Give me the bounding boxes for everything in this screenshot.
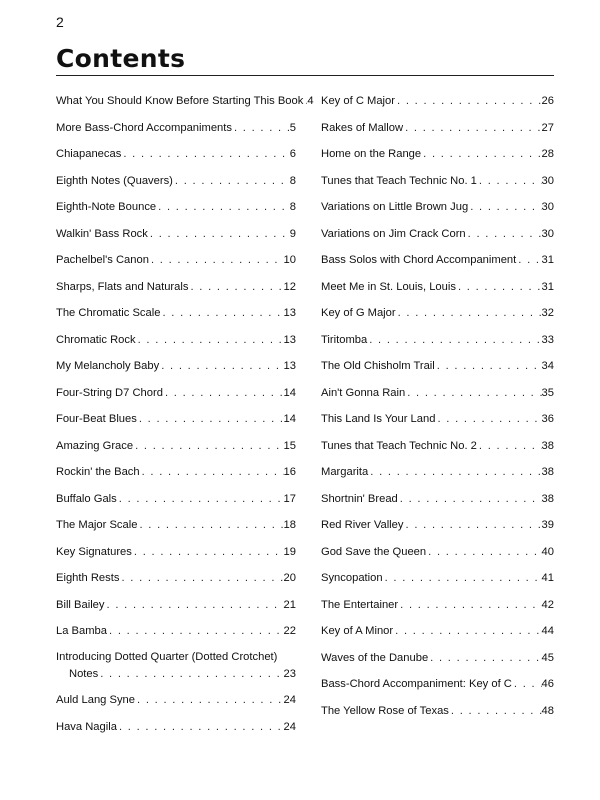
toc-leader-dots [133, 440, 283, 453]
toc-leader-dots [159, 360, 283, 373]
toc-entry[interactable] [56, 92, 314, 108]
toc-entry[interactable] [56, 225, 296, 241]
toc-leader-dots [393, 625, 541, 638]
toc-entry-title: Meet Me in St. Louis, Louis [321, 280, 456, 293]
toc-leader-dots [449, 705, 542, 718]
toc-page-number: 8 [289, 201, 296, 213]
toc-entry-title: Rockin' the Bach [56, 466, 140, 478]
toc-page-number: 30 [541, 227, 554, 240]
toc-page-number: 39 [541, 519, 554, 531]
toc-entry[interactable] [56, 198, 296, 214]
toc-leader-dots [516, 254, 541, 267]
toc-entry-title: Chiapanecas [56, 148, 122, 160]
toc-page-number: 21 [283, 598, 296, 611]
page-number: 2 [56, 14, 64, 30]
toc-leader-dots [398, 493, 542, 506]
toc-leader-dots [156, 201, 290, 214]
toc-entry[interactable] [321, 490, 554, 506]
toc-page-number: 26 [541, 95, 554, 107]
toc-leader-dots [173, 175, 290, 188]
toc-entry[interactable] [321, 437, 554, 453]
toc-leader-dots [137, 413, 284, 426]
toc-page-number: 35 [541, 386, 554, 399]
toc-page-number: 30 [541, 174, 554, 187]
toc-entry-title: Pachelbel's Canon [56, 254, 149, 266]
toc-entry[interactable] [56, 384, 296, 400]
toc-entry-title: Four-Beat Blues [56, 413, 137, 425]
title-rule [56, 75, 554, 76]
toc-entry[interactable] [56, 649, 296, 681]
toc-entry-title: Waves of the Danube [321, 651, 429, 664]
toc-entry-title: Sharps, Flats and Naturals [56, 280, 189, 293]
toc-entry-title: My Melancholy Baby [56, 360, 160, 372]
toc-page-number: 38 [541, 492, 554, 505]
toc-page-number: 42 [541, 598, 554, 611]
toc-entry[interactable] [56, 172, 296, 188]
toc-page-number: 17 [283, 492, 296, 505]
toc-entry[interactable] [321, 410, 554, 426]
toc-leader-dots [140, 466, 284, 479]
toc-leader-dots [232, 122, 290, 135]
toc-page-number: 19 [283, 545, 296, 558]
toc-entry[interactable] [56, 691, 296, 707]
toc-leader-dots [105, 599, 284, 612]
toc-entry-title: Ain't Gonna Rain [321, 386, 406, 399]
toc-page-number: 14 [283, 413, 296, 425]
toc-leader-dots [477, 440, 542, 453]
toc-page-number: 31 [541, 254, 554, 266]
toc-entry[interactable] [56, 516, 296, 532]
toc-entry[interactable] [321, 304, 554, 320]
toc-entry[interactable] [321, 225, 554, 241]
toc-entry[interactable] [321, 331, 554, 347]
toc-leader-dots [119, 572, 283, 585]
toc-entry-title: Key of A Minor [321, 625, 394, 637]
toc-leader-dots [435, 413, 541, 426]
toc-leader-dots [136, 334, 284, 347]
toc-leader-dots [426, 546, 541, 559]
toc-entry[interactable] [321, 278, 554, 294]
toc-entry[interactable] [321, 119, 554, 135]
toc-entry[interactable] [56, 251, 296, 267]
toc-entry-title: Eighth Rests [56, 572, 120, 584]
toc-entry[interactable] [321, 198, 554, 214]
toc-page-number: 31 [541, 280, 554, 293]
toc-page-number: 44 [541, 625, 554, 637]
toc-entry-title: The Entertainer [321, 598, 399, 611]
toc-entry-title: The Chromatic Scale [56, 307, 161, 319]
toc-page-number: 38 [541, 439, 554, 452]
toc-entry-title: Rakes of Mallow [321, 121, 404, 134]
toc-leader-dots [383, 572, 542, 585]
toc-page-number: 40 [541, 545, 554, 558]
toc-page-number: 13 [283, 360, 296, 372]
toc-entry-title: Auld Lang Syne [56, 694, 135, 706]
toc-entry[interactable] [321, 675, 554, 691]
toc-entry[interactable] [56, 357, 296, 373]
toc-page-number: 45 [541, 651, 554, 664]
toc-entry-title: God Save the Queen [321, 545, 427, 558]
toc-entry[interactable] [321, 622, 554, 638]
toc-entry-title: Key Signatures [56, 545, 132, 558]
toc-entry[interactable] [321, 702, 554, 718]
toc-entry[interactable] [56, 278, 296, 294]
toc-page-number: 13 [283, 333, 296, 346]
toc-leader-dots [395, 95, 542, 108]
toc-entry-title: This Land Is Your Land [321, 413, 436, 425]
toc-entry[interactable] [321, 145, 554, 161]
toc-page-number: 5 [289, 121, 296, 134]
toc-leader-dots [160, 307, 283, 320]
toc-leader-dots [117, 721, 284, 734]
toc-leader-dots [121, 148, 289, 161]
toc-left-column [56, 92, 314, 744]
toc-page-number: 28 [541, 148, 554, 160]
toc-page-number: 6 [289, 148, 296, 160]
toc-leader-dots [466, 228, 542, 241]
toc-entry-title-cont: Notes [69, 667, 99, 680]
toc-entry[interactable] [321, 596, 554, 612]
toc-leader-dots [435, 360, 542, 373]
toc-leader-dots [107, 625, 284, 638]
toc-page-number: 18 [283, 519, 296, 531]
toc-page-number: 15 [283, 439, 296, 452]
toc-entry[interactable] [321, 92, 554, 108]
toc-leader-dots [477, 175, 542, 188]
toc-entry-title: Chromatic Rock [56, 333, 136, 346]
toc-entry-title: Four-String D7 Chord [56, 386, 163, 399]
toc-entry-title: Variations on Little Brown Jug [321, 201, 469, 213]
toc-leader-dots [421, 148, 541, 161]
toc-entry-title: The Major Scale [56, 519, 138, 531]
toc-entry[interactable] [321, 384, 554, 400]
toc-entry[interactable] [56, 437, 296, 453]
toc-page-number: 36 [541, 413, 554, 425]
toc-leader-dots [148, 228, 290, 241]
toc-entry-title: Bill Bailey [56, 598, 105, 611]
toc-leader-dots [403, 122, 541, 135]
toc-entry-title: La Bamba [56, 625, 107, 637]
toc-entry-title: Bass Solos with Chord Accompaniment [321, 254, 517, 266]
toc-leader-dots [512, 678, 542, 691]
toc-entry-title: Syncopation [321, 572, 383, 584]
toc-entry-title: Buffalo Gals [56, 492, 117, 505]
toc-entry-title: What You Should Know Before Starting This Book [56, 95, 304, 107]
toc-entry[interactable] [56, 304, 296, 320]
toc-leader-dots [398, 599, 541, 612]
toc-entry-title: Hava Nagila [56, 720, 117, 733]
toc-entry-title: Tiritomba [321, 333, 368, 346]
toc-entry[interactable] [321, 172, 554, 188]
toc-entry-title: Introducing Dotted Quarter (Dotted Crotchet) [56, 650, 278, 663]
toc-page-number: 24 [283, 694, 296, 706]
toc-entry-title: Walkin' Bass Rock [56, 227, 148, 240]
toc-entry[interactable] [321, 649, 554, 665]
toc-entry-title: Key of C Major [321, 95, 395, 107]
toc-entry[interactable] [321, 251, 554, 267]
toc-leader-dots [456, 281, 542, 294]
toc-page-number: 9 [289, 227, 296, 240]
toc-entry[interactable] [56, 145, 296, 161]
toc-entry[interactable] [56, 622, 296, 638]
toc-leader-dots [368, 466, 541, 479]
toc-entry-continuation [56, 665, 296, 681]
toc-page-number: 46 [541, 678, 554, 690]
toc-entry[interactable] [321, 357, 554, 373]
toc-entry-title: Key of G Major [321, 307, 396, 319]
toc-page-number: 23 [283, 667, 296, 680]
page-title: Contents [56, 44, 186, 73]
toc-leader-dots [405, 387, 541, 400]
toc-page-number: 41 [541, 572, 554, 584]
toc-entry[interactable] [321, 569, 554, 585]
toc-entry[interactable] [56, 490, 296, 506]
toc-right-column [321, 92, 554, 728]
toc-page-number: 33 [541, 333, 554, 346]
toc-entry-title: Variations on Jim Crack Corn [321, 227, 466, 240]
toc-entry[interactable] [56, 463, 296, 479]
toc-page-number: 24 [283, 720, 296, 733]
toc-leader-dots [428, 652, 541, 665]
toc-page-number: 30 [541, 201, 554, 213]
toc-entry[interactable] [321, 463, 554, 479]
toc-page-number: 34 [541, 360, 554, 372]
toc-page-number: 27 [541, 121, 554, 134]
toc-page-number: 22 [283, 625, 296, 637]
toc-entry-title: Eighth Notes (Quavers) [56, 174, 173, 187]
toc-leader-dots [396, 307, 542, 320]
toc-entry-title: Margarita [321, 466, 369, 478]
toc-entry-title: Amazing Grace [56, 439, 134, 452]
toc-entry[interactable] [56, 718, 296, 734]
toc-entry[interactable] [321, 543, 554, 559]
toc-leader-dots [367, 334, 541, 347]
toc-leader-dots [98, 668, 283, 681]
toc-leader-dots [135, 694, 284, 707]
toc-entry-title: More Bass-Chord Accompaniments [56, 121, 232, 134]
toc-leader-dots [163, 387, 284, 400]
toc-page-number: 48 [541, 704, 554, 717]
toc-leader-dots [137, 519, 283, 532]
toc-entry-title: Home on the Range [321, 148, 422, 160]
toc-entry-title: Tunes that Teach Technic No. 2 [321, 439, 477, 452]
toc-entry-title: Bass-Chord Accompaniment: Key of C [321, 678, 512, 690]
toc-entry[interactable] [56, 543, 296, 559]
toc-entry[interactable] [56, 119, 296, 135]
toc-page-number: 38 [541, 466, 554, 478]
toc-page-number: 16 [283, 466, 296, 478]
toc-entry[interactable] [56, 596, 296, 612]
toc-page-number: 13 [283, 307, 296, 319]
toc-entry-title: Tunes that Teach Technic No. 1 [321, 174, 477, 187]
toc-entry[interactable] [56, 331, 296, 347]
toc-page-number: 12 [283, 280, 296, 293]
toc-page-number: 14 [283, 386, 296, 399]
toc-leader-dots [404, 519, 542, 532]
toc-entry-title: The Old Chisholm Trail [321, 360, 435, 372]
toc-page-number: 32 [541, 307, 554, 319]
toc-entry-title: The Yellow Rose of Texas [321, 704, 449, 717]
toc-entry-title: Eighth-Note Bounce [56, 201, 157, 213]
toc-leader-dots [132, 546, 284, 559]
toc-page-number: 20 [283, 572, 296, 584]
toc-leader-dots [468, 201, 541, 214]
toc-leader-dots [117, 493, 284, 506]
toc-leader-dots [188, 281, 283, 294]
toc-entry[interactable] [56, 410, 296, 426]
toc-entry-title: Red River Valley [321, 519, 404, 531]
toc-page-number: 8 [289, 174, 296, 187]
toc-entry-title: Shortnin' Bread [321, 492, 398, 505]
toc-page-number: 4 [307, 95, 314, 107]
toc-leader-dots [149, 254, 284, 267]
toc-entry[interactable] [56, 569, 296, 585]
toc-entry[interactable] [321, 516, 554, 532]
toc-page-number: 10 [283, 254, 296, 266]
